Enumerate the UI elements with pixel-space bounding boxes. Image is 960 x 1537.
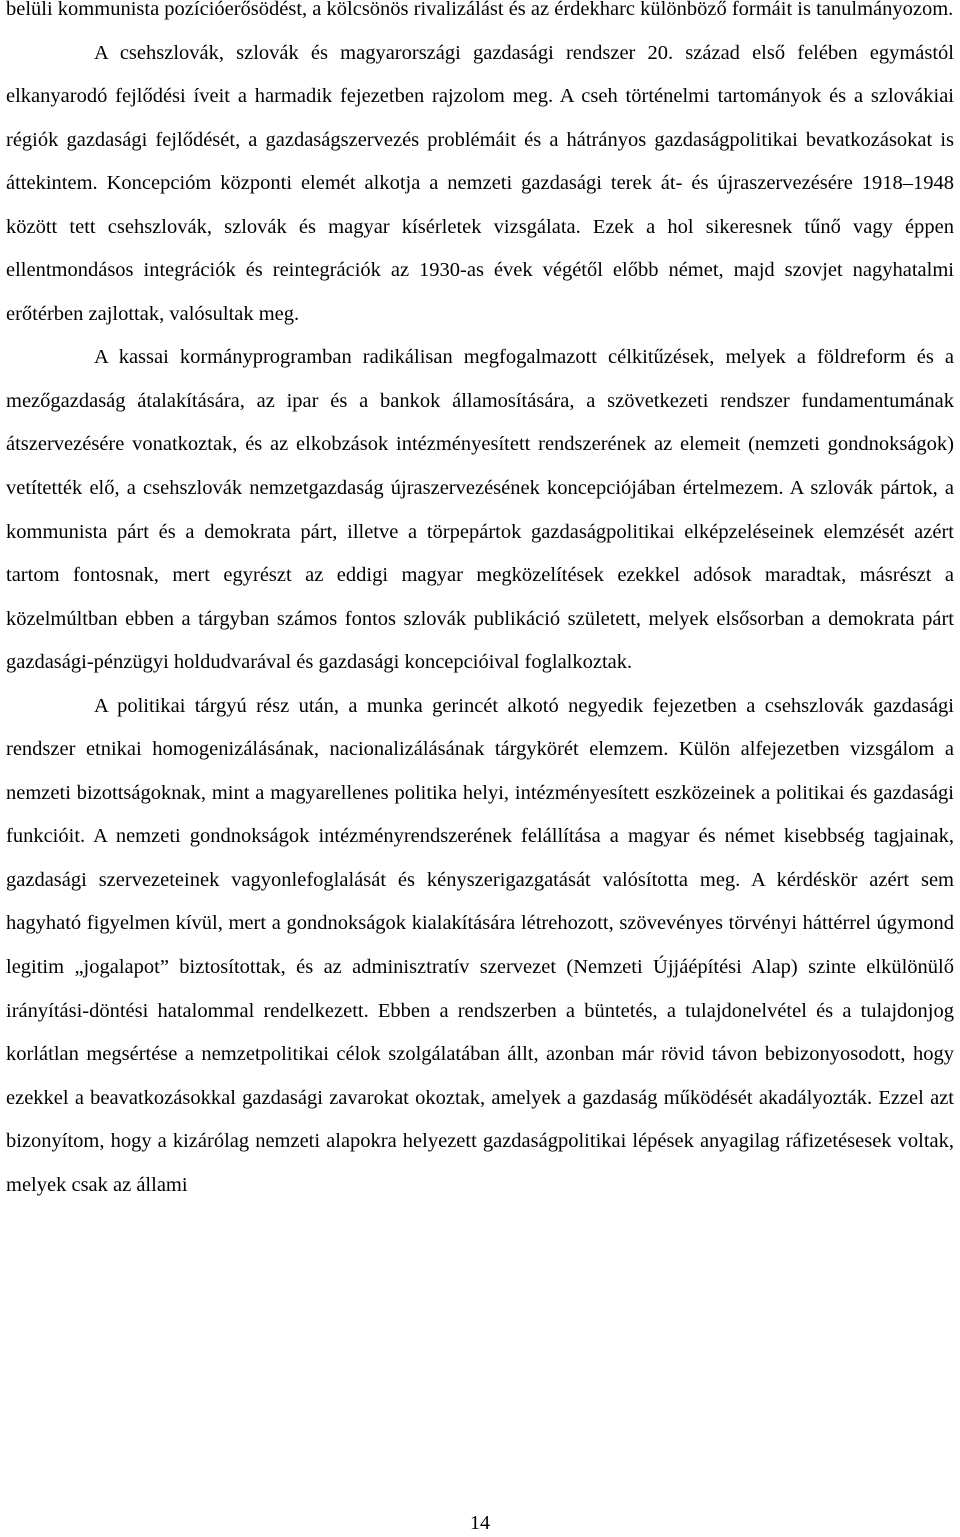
paragraph-homogenization: A politikai tárgyú rész után, a munka gerincét alkotó negyedik fejezetben a csehszlovák gazdasági rendszer etnikai homogenizálásának, nacionalizálásának tárgykörét elemzem. Külön alfejezetben vizsgálom a nemzeti bizottságoknak, mint a magyarellenes politika helyi, intézményesített eszközeinek a politikai és gazdasági funkcióit. A nemzeti gondnokságok intézményrendszerének felállítása a magyar és német kisebbség tagjainak, gazdasági szervezeteinek vagyonlefoglalását és kényszerigazgatását valósította meg. A kérdéskör azért sem hagyható figyelmen kívül, mert a gondnokságok kialakítására létrehozott, szövevényes törvényi háttérrel úgymond legitim „jogalapot” biztosítottak, és az adminisztratív szervezet (Nemzeti Újjáépítési Alap) szinte elkülönülő irányítási-döntési hatalommal rendelkezett. Ebben a rendszerben a büntetés, a tulajdonelvétel és a tulajdonjog korlátlan megsértése a nemzetpolitikai célok szolgálatában állt, azonban már rövid távon bebizonyosodott, hogy ezekkel a beavatkozásokkal gazdasági zavarokat okoztak, amelyek a gazdaság működését akadályozták. Ezzel azt bizonyítom, hogy a kizárólag nemzeti alapokra helyezett gazdaságpolitikai lépések anyagilag ráfizetésesek voltak, melyek csak az állami xyxy=(6,694,954,1196)
body-text xyxy=(6,0,954,1207)
paragraph-continuation: belüli kommunista pozícióerősödést, a kölcsönös rivalizálást és az érdekharc különböző formáit is tanulmányozom. xyxy=(6,0,954,20)
paragraph-kassa-program: A kassai kormányprogramban radikálisan megfogalmazott célkitűzések, melyek a földreform és a mezőgazdaság átalakítására, az ipar és a bankok államosítására, a szövetkezeti rendszer fundamentumának átszervezésére vonatkoztak, és az elkobzások intézményesített rendszerének az elemeit (nemzeti gondnokságok) vetítették elő, a csehszlovák nemzetgazdaság újraszervezésének koncepciójában értelmezem. A szlovák pártok, a kommunista párt és a demokrata párt, illetve a törpepártok gazdaságpolitikai elképzeléseinek elemzését azért tartom fontosnak, mert egyrészt az eddigi magyar megközelítések ezekkel adósok maradtak, másrészt a közelmúltban ebben a tárgyban számos fontos szlovák publikáció született, melyek elsősorban a demokrata párt gazdasági-pénzügyi holdudvarával és gazdasági koncepcióival foglalkoztak. xyxy=(6,346,954,674)
page-number: 14 xyxy=(470,1512,490,1534)
paragraph-economic-systems: A csehszlovák, szlovák és magyarországi gazdasági rendszer 20. század első felében egymástól elkanyarodó fejlődési íveit a harmadik fejezetben rajzolom meg. A cseh történelmi tartományok és a szlovákiai régiók gazdasági fejlődését, a gazdaságszervezés problémáit és a hátrányos gazdaságpolitikai bevatkozásokat is áttekintem. Koncepcióm központi elemét alkotja a nemzeti gazdasági terek át- és újraszervezésére 1918–1948 között tett csehszlovák, szlovák és magyar kísérletek vizsgálata. Ezek a hol sikeresnek tűnő vagy éppen ellentmondásos integrációk és reintegrációk az 1930-as évek végétől előbb német, majd szovjet nagyhatalmi erőtérben zajlottak, valósultak meg. xyxy=(6,41,954,325)
